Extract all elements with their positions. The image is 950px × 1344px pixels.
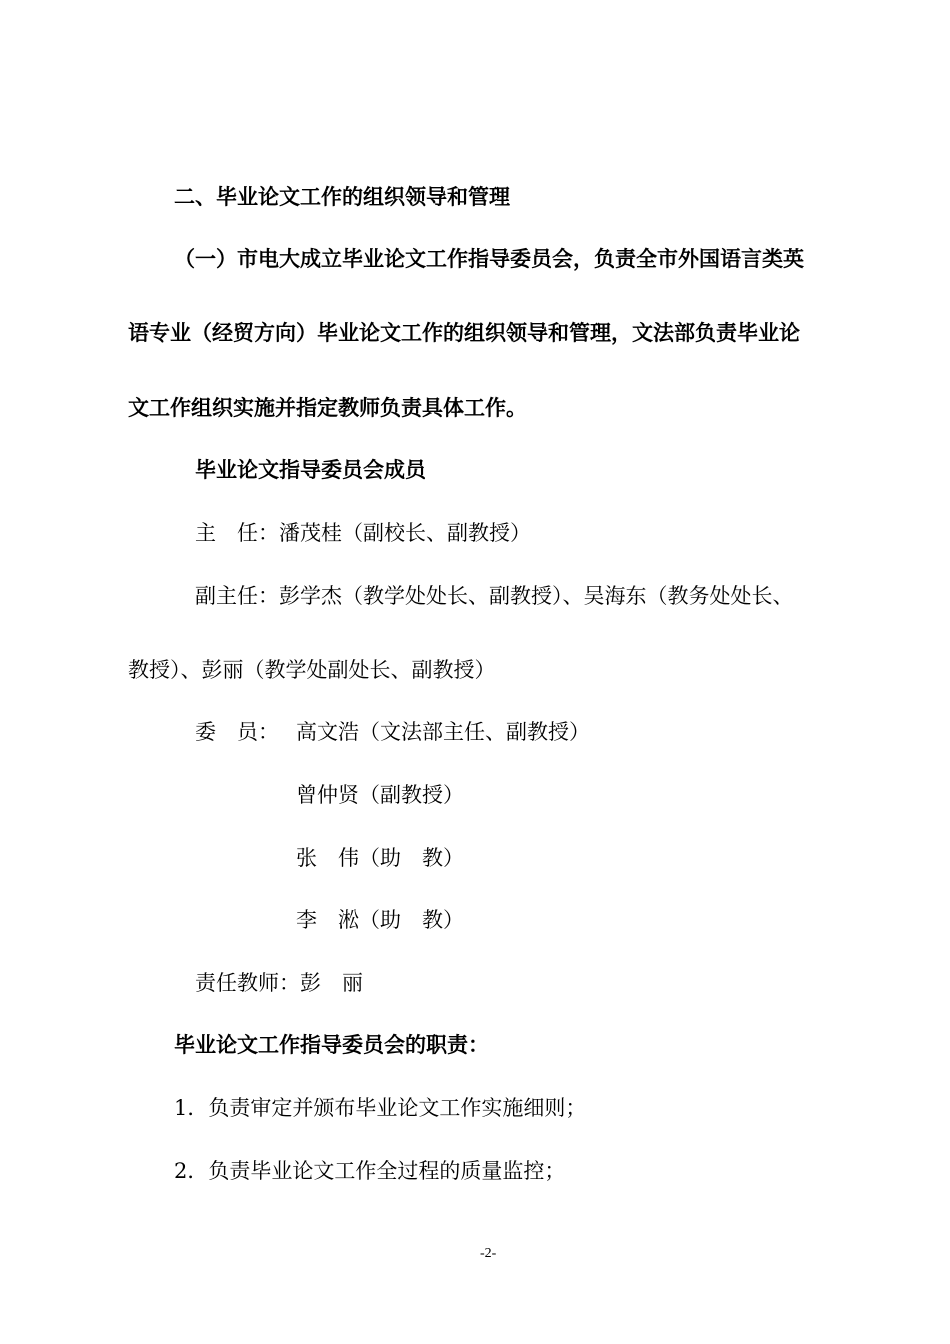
vice-director-line-2: 教授）、彭丽（教学处副处长、副教授） [128,658,496,682]
page-number: -2- [480,1246,497,1261]
member-entry: 张 伟（助 教） [296,846,464,870]
paragraph-line-1: （一）市电大成立毕业论文工作指导委员会，负责全市外国语言类英 [174,246,804,271]
duty-item: 2．负责毕业论文工作全过程的质量监控； [174,1159,566,1183]
director-line: 主 任：潘茂桂（副校长、副教授） [195,521,531,545]
section-heading: 二、毕业论文工作的组织领导和管理 [174,184,510,209]
duties-heading: 毕业论文工作指导委员会的职责： [174,1032,489,1057]
responsible-teacher-line: 责任教师：彭 丽 [195,971,363,995]
paragraph-line-2: 语专业（经贸方向）毕业论文工作的组织领导和管理，文法部负责毕业论 [128,320,800,345]
committee-heading: 毕业论文指导委员会成员 [195,457,426,482]
member-entry: 李 淞（助 教） [296,908,464,932]
member-entry: 曾仲贤（副教授） [296,783,464,807]
member-entry: 高文浩（文法部主任、副教授） [296,720,590,744]
members-label: 委 员： [195,720,279,744]
paragraph-line-3: 文工作组织实施并指定教师负责具体工作。 [128,395,527,420]
duty-item: 1．负责审定并颁布毕业论文工作实施细则； [174,1096,587,1120]
vice-director-line-1: 副主任：彭学杰（教学处处长、副教授）、吴海东（教务处处长、 [195,584,794,608]
